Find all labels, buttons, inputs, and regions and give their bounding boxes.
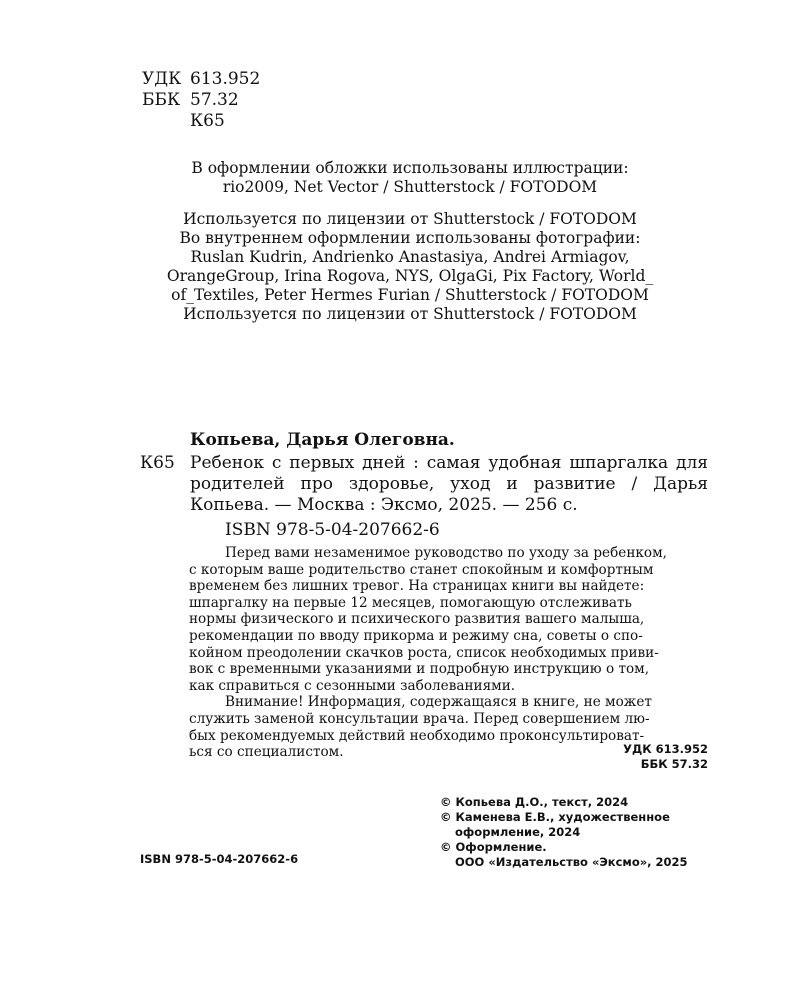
bbk-row xyxy=(142,90,260,111)
bbk-label: ББК xyxy=(142,90,181,110)
annotation-line: бых рекомендуемых действий необходимо проконсультироват- xyxy=(189,727,645,744)
copyright-line: © Оформление. xyxy=(440,840,547,854)
credit-line: rio2009, Net Vector / Shutterstock / FOTODOM xyxy=(222,178,598,196)
record-author: Копьева, Дарья Олеговна. xyxy=(190,430,455,450)
annotation-line: служить заменой консультации врача. Перед совершением лю- xyxy=(189,710,650,727)
record-cutter: К65 xyxy=(140,453,175,473)
annotation-line: как справиться с сезонными заболеваниями. xyxy=(189,677,516,694)
copyright-line: © Каменева Е.В., художественное xyxy=(440,810,670,824)
small-classification xyxy=(560,742,708,772)
bottom-isbn: ISBN 978-5-04-207662-6 xyxy=(140,852,299,866)
annotation-line: вок с временными указаниями и подробную инструкцию о том, xyxy=(189,661,650,678)
small-udk: УДК 613.952 xyxy=(623,742,708,756)
copyright-line: оформление, 2024 xyxy=(455,825,581,839)
credit-line: of_Textiles, Peter Hermes Furian / Shutterstock / FOTODOM xyxy=(171,286,649,304)
annotation-line: койном преодолении скачков роста, список необходимых приви- xyxy=(189,644,659,661)
credit-line: В оформлении обложки использованы иллюстрации: xyxy=(191,159,629,177)
annotation-line: Внимание! Информация, содержащаяся в книге, не может xyxy=(225,694,652,711)
credit-line: Ruslan Kudrin, Andrienko Anastasiya, Andrei Armiagov, xyxy=(190,248,630,266)
credit-line: OrangeGroup, Irina Rogova, NYS, OlgaGi, Pix Factory, World_ xyxy=(166,267,654,285)
udk-value: 613.952 xyxy=(190,69,261,89)
udk-label: УДК xyxy=(142,69,182,89)
cutter-code: К65 xyxy=(190,111,225,131)
record-isbn: ISBN 978-5-04-207662-6 xyxy=(225,520,440,540)
udk-row xyxy=(142,69,260,90)
small-bbk: ББК 57.32 xyxy=(640,757,708,771)
annotation xyxy=(189,545,708,761)
annotation-paragraph xyxy=(189,545,708,694)
annotation-line: с которым ваше родительство станет спокойным и комфортным xyxy=(189,561,654,578)
classification-block xyxy=(142,69,260,132)
cover-credits xyxy=(140,159,680,197)
annotation-line: рекомендации по вводу прикорма и режиму сна, советы о спо- xyxy=(189,627,643,644)
copyright-line: ООО «Издательство «Эксмо», 2025 xyxy=(455,855,688,869)
annotation-line: шпаргалку на первые 12 месяцев, помогающую отслеживать xyxy=(189,594,632,611)
annotation-line: ься со специалистом. xyxy=(189,744,344,761)
annotation-line: временем без лишних тревог. На страницах книги вы найдете: xyxy=(189,578,645,595)
annotation-line: нормы физического и психического развития вашего малыша, xyxy=(189,611,645,628)
cutter-row xyxy=(142,111,260,132)
credit-line: Используется по лицензии от Shutterstock / FOTODOM xyxy=(183,305,637,323)
credit-line: Используется по лицензии от Shutterstock / FOTODOM xyxy=(183,210,637,228)
interior-credits xyxy=(140,210,680,324)
copyright-block xyxy=(440,795,688,870)
copyright-line: © Копьева Д.О., текст, 2024 xyxy=(440,795,629,809)
credit-line: Во внутреннем оформлении использованы фотографии: xyxy=(179,229,641,247)
bbk-value: 57.32 xyxy=(190,90,239,110)
annotation-line: Перед вами незаменимое руководство по уходу за ребенком, xyxy=(225,545,667,561)
record-title: Ребенок с первых дней : самая удобная шпаргалка для родителей про здоровье, уход и развитие / Дарья Копьева. — Москва : Эксмо, 2025. — 256 с. xyxy=(190,453,708,515)
